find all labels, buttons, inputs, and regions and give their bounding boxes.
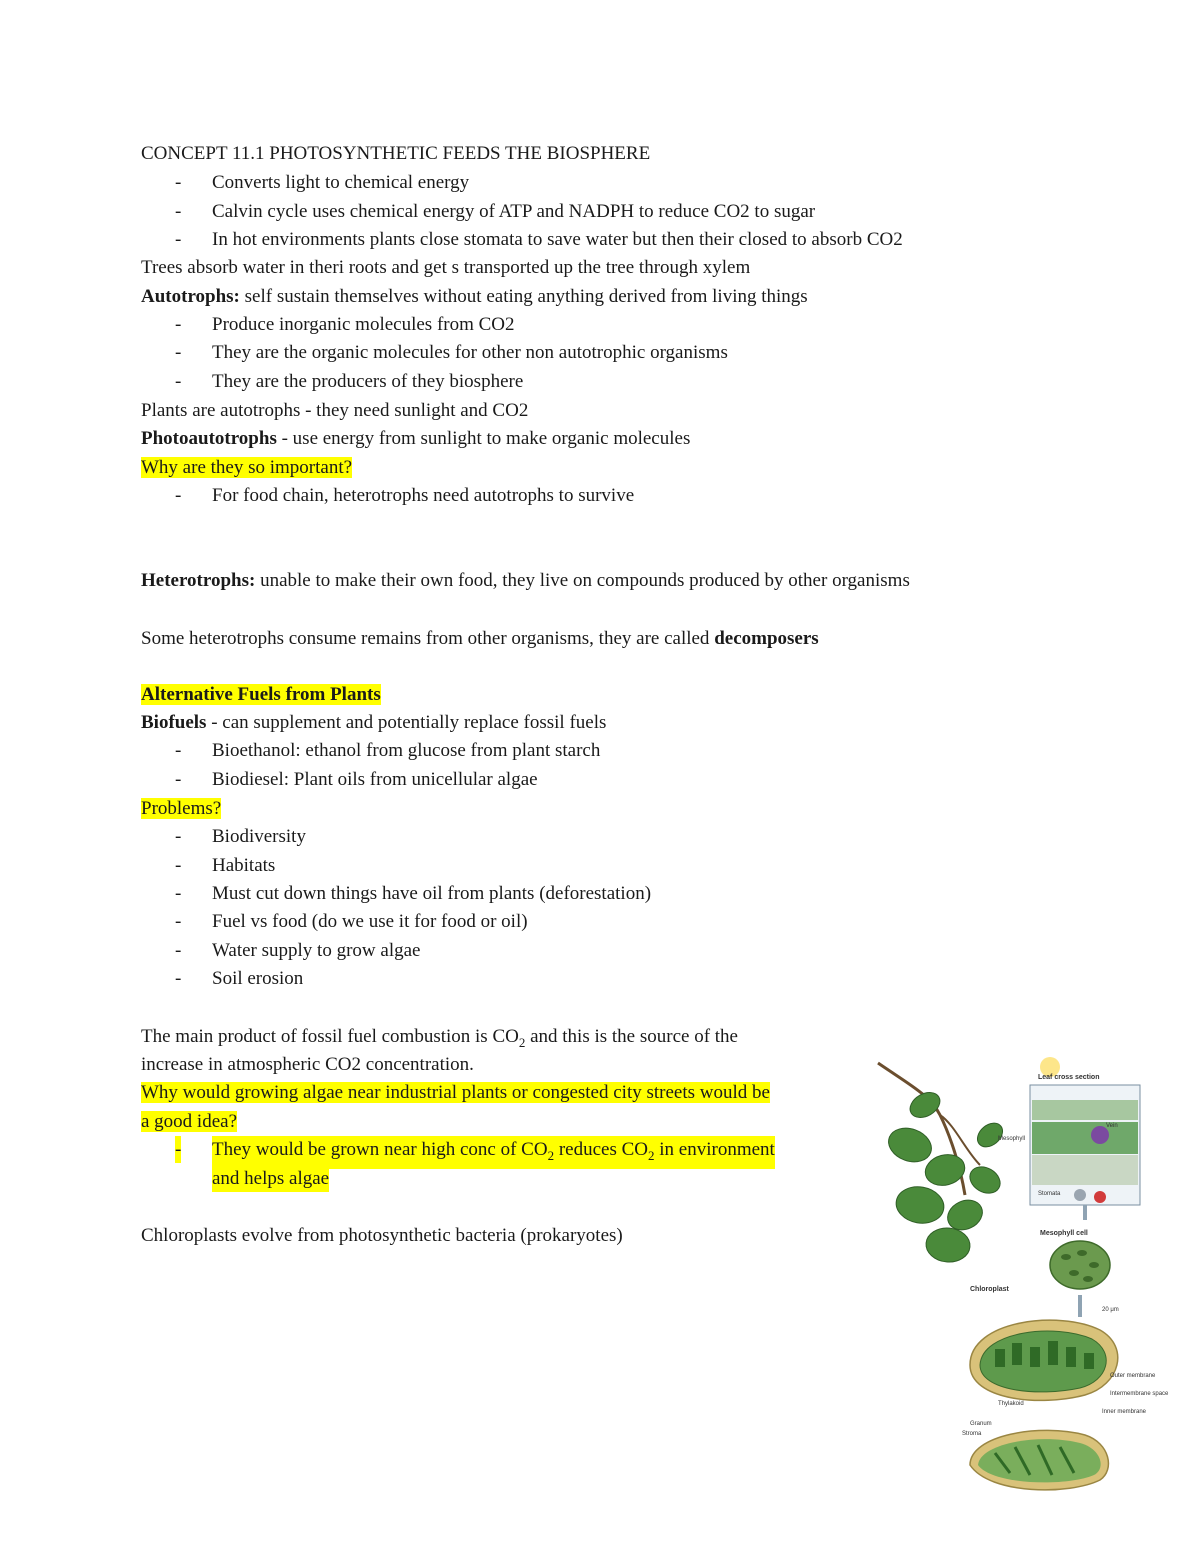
decomposers-term: decomposers (714, 628, 819, 649)
bullet-dash: - (175, 201, 182, 222)
spongy-layer (1032, 1155, 1138, 1185)
leaf-chloroplast-figure (870, 1055, 1169, 1495)
leaves-icon (884, 1087, 1007, 1263)
highlighted-text: Why are they so important? (141, 457, 353, 478)
bullet-dash: - (175, 769, 182, 790)
photoautotrophs-term: Photoautotrophs (141, 428, 277, 449)
chloroplast-line: Chloroplasts evolve from photosynthetic bacteria (prokaryotes) (141, 1225, 623, 1246)
o2-icon (1094, 1191, 1106, 1203)
heterotrophs-text: unable to make their own food, they live on compounds produced by other organisms (255, 570, 910, 591)
highlighted-text: Why would growing algae near industrial plants or congested city streets would be (141, 1082, 770, 1103)
highlighted-text: Problems? (141, 798, 222, 819)
decomposers-line (141, 625, 819, 652)
bullet-dash: - (175, 485, 182, 506)
mesophyll-layer (1032, 1122, 1138, 1154)
bullet-dash: - (175, 855, 182, 876)
autotrophs-definition (141, 283, 808, 310)
bullet-text: In hot environments plants close stomata to save water but then their closed to absorb CO2 (212, 229, 903, 250)
answer-text: reduces CO (554, 1139, 649, 1160)
concept-heading: CONCEPT 11.1 PHOTOSYNTHETIC FEEDS THE BIOSPHERE (141, 143, 651, 164)
bullet-text (212, 1136, 775, 1169)
figure-label: Chloroplast (970, 1286, 1009, 1293)
bullet-dash: - (175, 883, 182, 904)
problems-label (141, 795, 221, 822)
bullet-dash: - (175, 172, 182, 193)
bullet-text: Calvin cycle uses chemical energy of ATP and NADPH to reduce CO2 to sugar (212, 201, 816, 222)
autotrophs-text: self sustain themselves without eating anything derived from living things (239, 286, 808, 307)
biofuels-definition (141, 709, 606, 736)
biofuels-term: Biofuels (141, 712, 207, 733)
decomposers-text: Some heterotrophs consume remains from other organisms, they are called (141, 628, 715, 649)
heterotrophs-term: Heterotrophs: (141, 570, 256, 591)
answer-text: in environment (654, 1139, 775, 1160)
bullet-dash: - (175, 740, 182, 761)
bullet-dash: - (175, 911, 182, 932)
bullet-text: They are the organic molecules for other non autotrophic organisms (212, 342, 728, 363)
co2-icon (1074, 1189, 1086, 1201)
bullet-dash: - (175, 940, 182, 961)
bullet-text: and helps algae (212, 1165, 329, 1192)
bullet-text: Must cut down things have oil from plants (deforestation) (212, 883, 652, 904)
figure-label: Mesophyll (998, 1136, 1026, 1142)
trees-line: Trees absorb water in theri roots and get s transported up the tree through xylem (141, 257, 751, 278)
bullet-dash: - (175, 342, 182, 363)
bullet-text: Habitats (212, 855, 276, 876)
combustion-line-2: increase in atmospheric CO2 concentration. (141, 1054, 474, 1075)
bullet-dash: - (175, 1136, 181, 1163)
bullet-dash: - (175, 314, 182, 335)
answer-text: They would be grown near high conc of CO (212, 1139, 548, 1160)
bullet-dash: - (175, 968, 182, 989)
bullet-text: Biodiversity (212, 826, 306, 847)
why-important-question (141, 454, 352, 481)
epidermis-layer (1032, 1100, 1138, 1120)
bullet-text: They are the producers of they biosphere (212, 371, 524, 392)
figure-label: Outer membrane (1110, 1373, 1156, 1379)
bullet-text: Converts light to chemical energy (212, 172, 470, 193)
highlighted-text: a good idea? (141, 1111, 238, 1132)
mesophyll-cell-icon (1050, 1241, 1110, 1289)
bullet-dash: - (175, 826, 182, 847)
combustion-line-1 (141, 1023, 738, 1050)
combustion-text: The main product of fossil fuel combustion is CO (141, 1026, 519, 1047)
bullet-text: Bioethanol: ethanol from glucose from plant starch (212, 740, 601, 761)
figure-label: Thylakoid (998, 1401, 1024, 1407)
figure-label: Stomata (1038, 1191, 1061, 1197)
heterotrophs-definition (141, 567, 910, 594)
autotrophs-term: Autotrophs: (141, 286, 240, 307)
highlighted-text: Alternative Fuels from Plants (141, 684, 381, 705)
figure-label: Intermembrane space (1110, 1391, 1169, 1397)
figure-label: Mesophyll cell (1040, 1230, 1088, 1237)
figure-label: Leaf cross section (1038, 1074, 1100, 1081)
bullet-text: Produce inorganic molecules from CO2 (212, 314, 515, 335)
bullet-text: Fuel vs food (do we use it for food or oil) (212, 911, 528, 932)
figure-label: 20 μm (1102, 1307, 1119, 1313)
algae-question-line-1 (141, 1079, 770, 1106)
bullet-dash: - (175, 229, 182, 250)
plants-line: Plants are autotrophs - they need sunlight and CO2 (141, 400, 529, 421)
photoautotrophs-text: - use energy from sunlight to make organic molecules (276, 428, 691, 449)
combustion-text: and this is the source of the (525, 1026, 738, 1047)
figure-label: Inner membrane (1102, 1409, 1147, 1415)
bullet-text: Water supply to grow algae (212, 940, 421, 961)
biofuels-text: - can supplement and potentially replace fossil fuels (206, 712, 607, 733)
bullet-text: Soil erosion (212, 968, 304, 989)
figure-label: Stroma (962, 1431, 982, 1437)
subscript: 2 (648, 1147, 655, 1163)
bullet-dash: - (175, 371, 182, 392)
alt-fuels-heading (141, 681, 381, 708)
figure-label: Granum (970, 1421, 992, 1427)
subscript: 2 (547, 1147, 555, 1163)
bullet-text: Biodiesel: Plant oils from unicellular algae (212, 769, 538, 790)
bullet-text: For food chain, heterotrophs need autotrophs to survive (212, 485, 635, 506)
algae-question-line-2 (141, 1108, 237, 1135)
subscript: 2 (518, 1034, 526, 1050)
photoautotrophs-definition (141, 425, 690, 452)
figure-label: Vein (1106, 1123, 1118, 1129)
